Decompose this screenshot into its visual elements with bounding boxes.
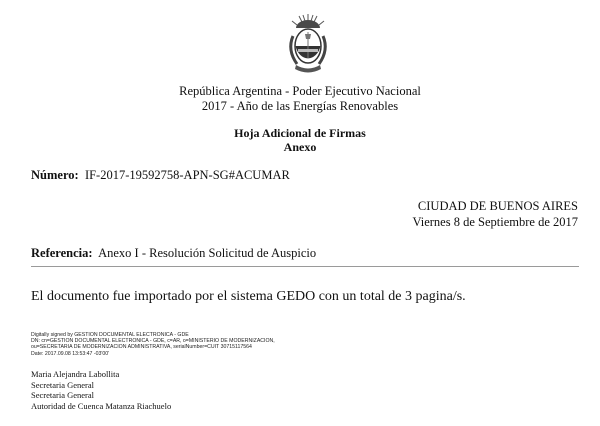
body-text: El documento fue importado por el sistema GEDO con un total de 3 pagina/s.	[31, 289, 466, 304]
signer-organization: Autoridad de Cuenca Matanza Riachuelo	[31, 400, 172, 411]
reference-value: Anexo I - Resolución Solicitud de Auspicio	[98, 246, 317, 260]
digital-signature-block	[31, 332, 275, 357]
signer-role: Secretaria General	[31, 390, 94, 400]
coat-of-arms-icon	[283, 12, 333, 78]
document-number-label: Número:	[31, 168, 79, 182]
header-line-year: 2017 - Año de las Energías Renovables	[201, 99, 399, 113]
place-date: Viernes 8 de Septiembre de 2017	[412, 215, 578, 229]
page-subtitle: Anexo	[283, 140, 317, 154]
signature-line: ou=SECRETARIA DE MODERNIZACION ADMINISTRATIVA, serialNumber=CUIT 30715117564	[31, 344, 252, 351]
signature-line: Digitally signed by GESTION DOCUMENTAL ELECTRONICA - GDE	[31, 332, 189, 338]
signature-line: Date: 2017.09.08 13:53:47 -03'00'	[31, 350, 110, 357]
document-number-value: IF-2017-19592758-APN-SG#ACUMAR	[84, 168, 290, 182]
divider	[31, 266, 579, 267]
signer-name: Maria Alejandra Labollita	[31, 369, 120, 379]
signature-line: DN: cn=GESTION DOCUMENTAL ELECTRONICA - GDE, c=AR, o=MINISTERIO DE MODERNIZACION,	[31, 338, 275, 345]
reference-label: Referencia:	[31, 246, 93, 260]
signer-block	[31, 369, 171, 411]
place-city: CIUDAD DE BUENOS AIRES	[417, 199, 578, 213]
header-line-country: República Argentina - Poder Ejecutivo Nacional	[179, 84, 421, 98]
reference	[31, 246, 316, 261]
signer-role: Secretaria General	[31, 379, 94, 390]
page-title: Hoja Adicional de Firmas	[234, 126, 366, 140]
document-number	[31, 168, 290, 183]
